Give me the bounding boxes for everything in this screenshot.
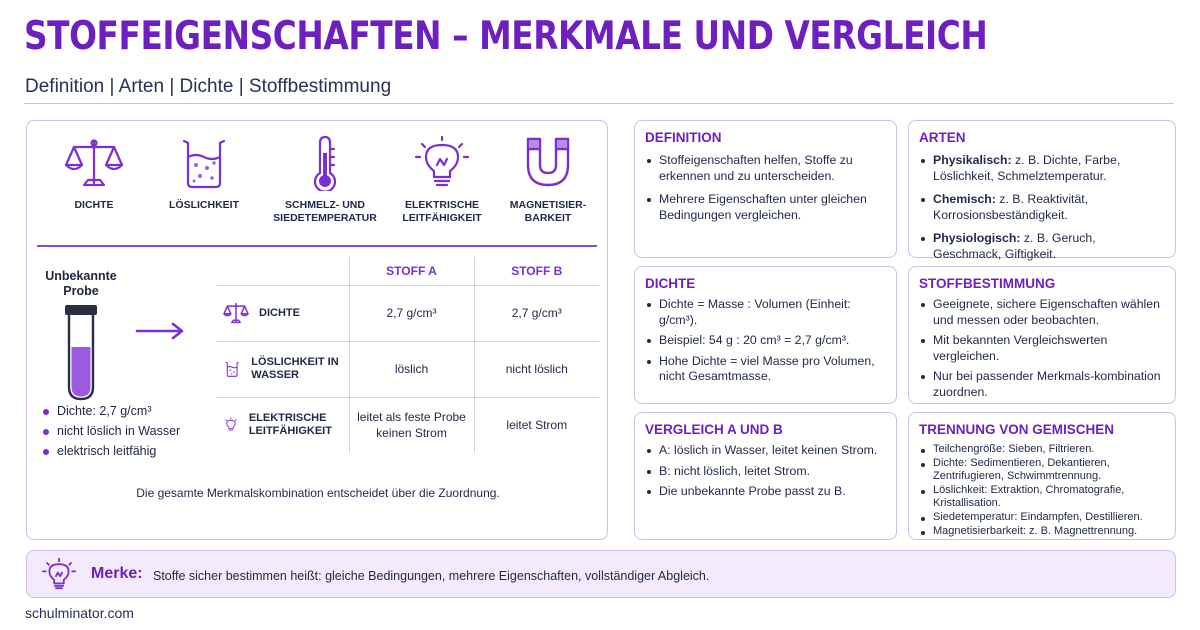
card-title: TRENNUNG VON GEMISCHEN (919, 422, 1115, 437)
term: Physiologisch: (933, 231, 1021, 245)
list-item (921, 231, 1165, 262)
card-definition (634, 120, 897, 258)
cell-a-loeslichkeit: löslich (349, 341, 474, 397)
property-label: LÖSLICHKEIT (169, 199, 239, 211)
card-title: DICHTE (645, 276, 696, 291)
row-label: ELEKTRISCHE LEITFÄHIGKEIT (248, 412, 332, 438)
table-row (217, 285, 599, 341)
list-item: Dichte: Sedimentieren, Dekantieren, Zentrifugieren, Schwimmtrennung. (921, 457, 1165, 483)
card-list (647, 297, 886, 385)
cell-a-dichte: 2,7 g/cm³ (349, 285, 474, 341)
cell-b-dichte: 2,7 g/cm³ (474, 285, 599, 341)
list-item: Mehrere Eigenschaften unter gleichen Bedingungen vergleichen. (647, 192, 886, 223)
card-title: VERGLEICH A UND B (645, 422, 783, 437)
cell-a-leitfaehigkeit: leitet als feste Probe keinen Strom (349, 397, 474, 453)
card-title: ARTEN (919, 130, 966, 145)
table-header-stoff-a: STOFF A (349, 257, 474, 285)
card-title: STOFFBESTIMMUNG (919, 276, 1056, 291)
list-item: B: nicht löslich, leitet Strom. (647, 464, 886, 480)
table-row (217, 341, 599, 397)
card-list (921, 297, 1165, 400)
property-label: ELEKTRISCHE LEITFÄHIGKEIT (402, 199, 482, 224)
card-title: DEFINITION (645, 130, 722, 145)
list-item: A: löslich in Wasser, leitet keinen Strom. (647, 443, 886, 459)
lightbulb-icon (412, 135, 472, 191)
card-list (647, 443, 886, 500)
test-tube-icon (61, 303, 101, 403)
page-subtitle: Definition | Arten | Dichte | Stoffbestimmung (25, 76, 392, 97)
card-stoffbestimmung (908, 266, 1176, 404)
arrow-right-icon (135, 322, 187, 340)
property-loeslichkeit (149, 135, 259, 212)
term: Physikalisch: (933, 153, 1012, 167)
thermometer-icon (295, 135, 355, 191)
row-header-dichte (217, 285, 349, 341)
list-item (921, 153, 1165, 184)
card-trennung (908, 412, 1176, 540)
list-item: Hohe Dichte = viel Masse pro Volumen, nicht Gesamtmasse. (647, 354, 886, 385)
comparison-footnote: Die gesamte Merkmalskombination entscheidet über die Zuordnung. (136, 486, 500, 500)
list-item: Beispiel: 54 g : 20 cm³ = 2,7 g/cm³. (647, 333, 886, 349)
list-item: Mit bekannten Vergleichswerten vergleichen. (921, 333, 1165, 364)
merke-label: Merke: (91, 565, 143, 582)
term: Chemisch: (933, 192, 996, 206)
header-divider (24, 103, 1174, 104)
card-dichte (634, 266, 897, 404)
magnet-icon (518, 135, 578, 191)
row-label: LÖSLICHKEIT IN WASSER (251, 356, 339, 381)
property-label: MAGNETISIER-BARKEIT (509, 199, 587, 224)
table-header-stoff-b: STOFF B (474, 257, 599, 285)
list-item: Löslichkeit: Extraktion, Chromatografie, Kristallisation. (921, 484, 1165, 510)
cell-b-leitfaehigkeit: leitet Strom (474, 397, 599, 453)
list-item: Die unbekannte Probe passt zu B. (647, 484, 886, 500)
property-leitfaehigkeit (387, 135, 497, 225)
probe-fact: Dichte: 2,7 g/cm³ (43, 404, 180, 418)
list-item: Magnetisierbarkeit: z. B. Magnettrennung. (921, 525, 1165, 538)
cell-b-loeslichkeit: nicht löslich (474, 341, 599, 397)
list-item: Nur bei passender Merkmals-kombination zuordnen. (921, 369, 1165, 400)
term-text: z. B. Reaktivität, Korrosionsbeständigkeit. (933, 192, 1089, 222)
merke-text: Stoffe sicher bestimmen heißt: gleiche Bedingungen, mehrere Eigenschaften, vollständiger Abgleich. (153, 569, 710, 583)
comparison-table (217, 257, 599, 453)
card-list (647, 153, 886, 223)
merke-banner (26, 550, 1176, 598)
card-list (921, 443, 1165, 538)
table-header-row (217, 257, 599, 285)
term-text: z. B. Geruch, Geschmack, Giftigkeit. (933, 231, 1096, 261)
list-item: Dichte = Masse : Volumen (Einheit: g/cm³). (647, 297, 886, 328)
row-header-loeslichkeit (217, 341, 349, 397)
card-list (921, 153, 1165, 262)
property-schmelztemperatur (265, 135, 385, 225)
table-row (217, 397, 599, 453)
footer-site: schulminator.com (25, 605, 134, 621)
table-header-empty (217, 257, 349, 285)
property-dichte (39, 135, 149, 212)
list-item: Teilchengröße: Sieben, Filtrieren. (921, 443, 1165, 456)
beaker-icon (174, 135, 234, 191)
probe-title: Unbekannte Probe (45, 269, 117, 298)
probe-facts-list (43, 404, 180, 464)
list-item (921, 192, 1165, 223)
probe-fact: elektrisch leitfähig (43, 444, 180, 458)
list-item: Siedetemperatur: Eindampfen, Destillieren. (921, 511, 1165, 524)
row-label: DICHTE (259, 306, 300, 319)
comparison-panel (26, 120, 608, 540)
page-title: STOFFEIGENSCHAFTEN – MERKMALE UND VERGLEICH (24, 14, 988, 59)
list-item: Geeignete, sichere Eigenschaften wählen und messen oder beobachten. (921, 297, 1165, 328)
list-item: Stoffeigenschaften helfen, Stoffe zu erkennen und zu unterscheiden. (647, 153, 886, 184)
balance-scale-icon (64, 135, 124, 191)
property-label: SCHMELZ- UND SIEDETEMPERATUR (273, 199, 377, 224)
probe-fact: nicht löslich in Wasser (43, 424, 180, 438)
balance-scale-icon (223, 301, 249, 325)
property-magnetisierbarkeit (493, 135, 603, 225)
section-divider (37, 245, 597, 247)
card-arten (908, 120, 1176, 261)
property-label: DICHTE (74, 199, 114, 211)
card-vergleich (634, 412, 897, 540)
lightbulb-icon (41, 556, 77, 594)
lightbulb-icon (223, 412, 239, 438)
term-text: z. B. Dichte, Farbe, Löslichkeit, Schmelztemperatur. (933, 153, 1121, 183)
beaker-icon (223, 357, 241, 381)
row-header-leitfaehigkeit (217, 397, 349, 453)
